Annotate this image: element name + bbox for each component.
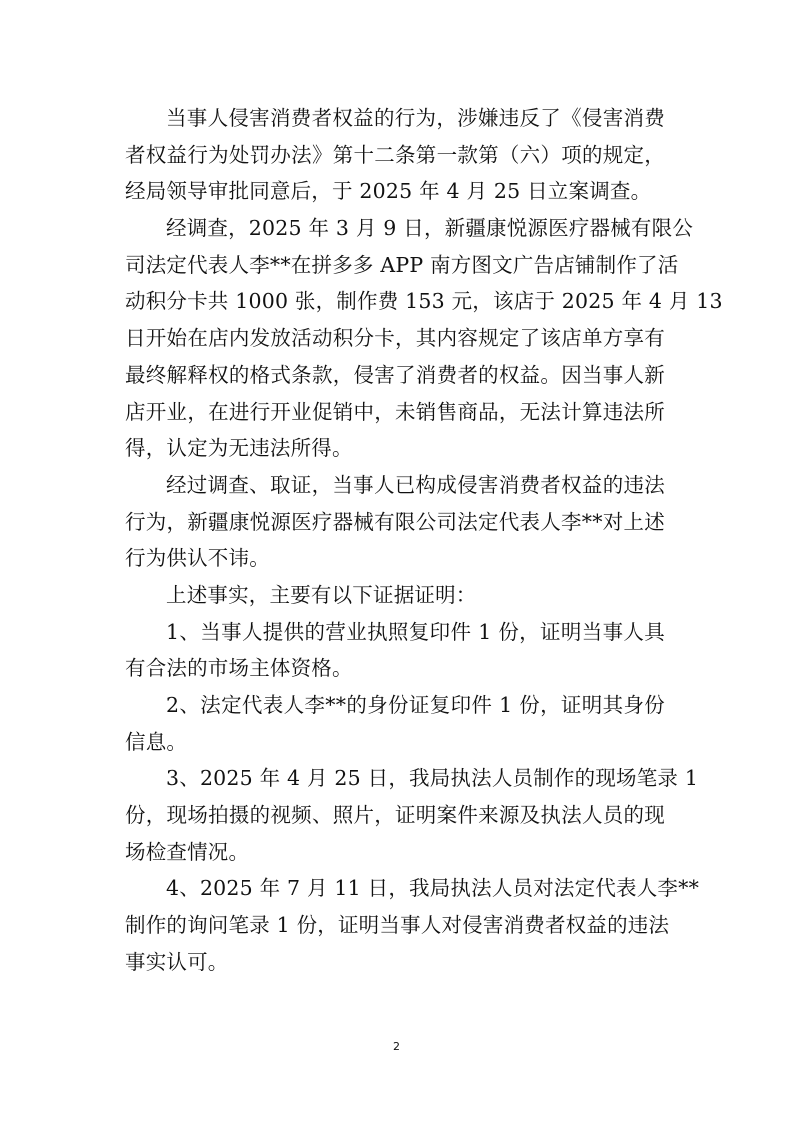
text-line: 最终解释权的格式条款，侵害了消费者的权益。因当事人新 [125,362,665,387]
text-line: 行为，新疆康悦源医疗器械有限公司法定代表人李**对上述 [125,509,665,534]
text-line: 制作的询问笔录 1 份，证明当事人对侵害消费者权益的违法 [125,913,670,938]
text-line: 份，现场拍摄的视频、照片，证明案件来源及执法人员的现 [125,803,665,828]
text-line: 事实认可。 [125,949,229,974]
text-line: 3、2025 年 4 月 25 日，我局执法人员制作的现场笔录 1 [166,766,699,791]
text-line: 行为供认不讳。 [125,546,270,571]
text-line: 日开始在店内发放活动积分卡，其内容规定了该店单方享有 [125,326,665,351]
text-line: 上述事实，主要有以下证据证明： [166,582,477,607]
text-line: 场检查情况。 [125,839,250,864]
paragraph-confession [125,467,665,577]
document-body [125,100,723,981]
text-line: 经局领导审批同意后，于 2025 年 4 月 25 日立案调查。 [125,179,652,204]
text-line: 4、2025 年 7 月 11 日，我局执法人员对法定代表人李** [166,876,700,901]
text-line: 2、法定代表人李**的身份证复印件 1 份，证明其身份 [166,693,665,717]
evidence-item-2 [125,687,665,760]
evidence-item-4 [125,870,700,980]
text-line: 得，认定为无违法所得。 [125,436,353,461]
text-line: 司法定代表人李**在拼多多 APP 南方图文广告店铺制作了活 [125,252,679,277]
text-line: 信息。 [125,729,188,754]
text-line: 动积分卡共 1000 张，制作费 153 元，该店于 2025 年 4 月 13 [125,289,723,314]
text-line: 当事人侵害消费者权益的行为，涉嫌违反了《侵害消费 [166,106,665,130]
paragraph-evidence-intro [125,577,665,614]
paragraph-investigation [125,210,723,467]
text-line: 店开业，在进行开业促销中，未销售商品，无法计算违法所 [125,399,665,424]
text-line: 有合法的市场主体资格。 [125,656,353,681]
evidence-item-1 [125,614,665,687]
text-line: 1、当事人提供的营业执照复印件 1 份，证明当事人具 [166,619,665,644]
page-number: 2 [393,1040,400,1053]
text-line: 经过调查、取证，当事人已构成侵害消费者权益的违法 [166,472,665,497]
evidence-item-3 [125,760,699,870]
paragraph-case-filing [125,100,665,210]
text-line: 者权益行为处罚办法》第十二条第一款第（六）项的规定， [125,142,665,167]
text-line: 经调查，2025 年 3 月 9 日，新疆康悦源医疗器械有限公 [166,216,694,241]
